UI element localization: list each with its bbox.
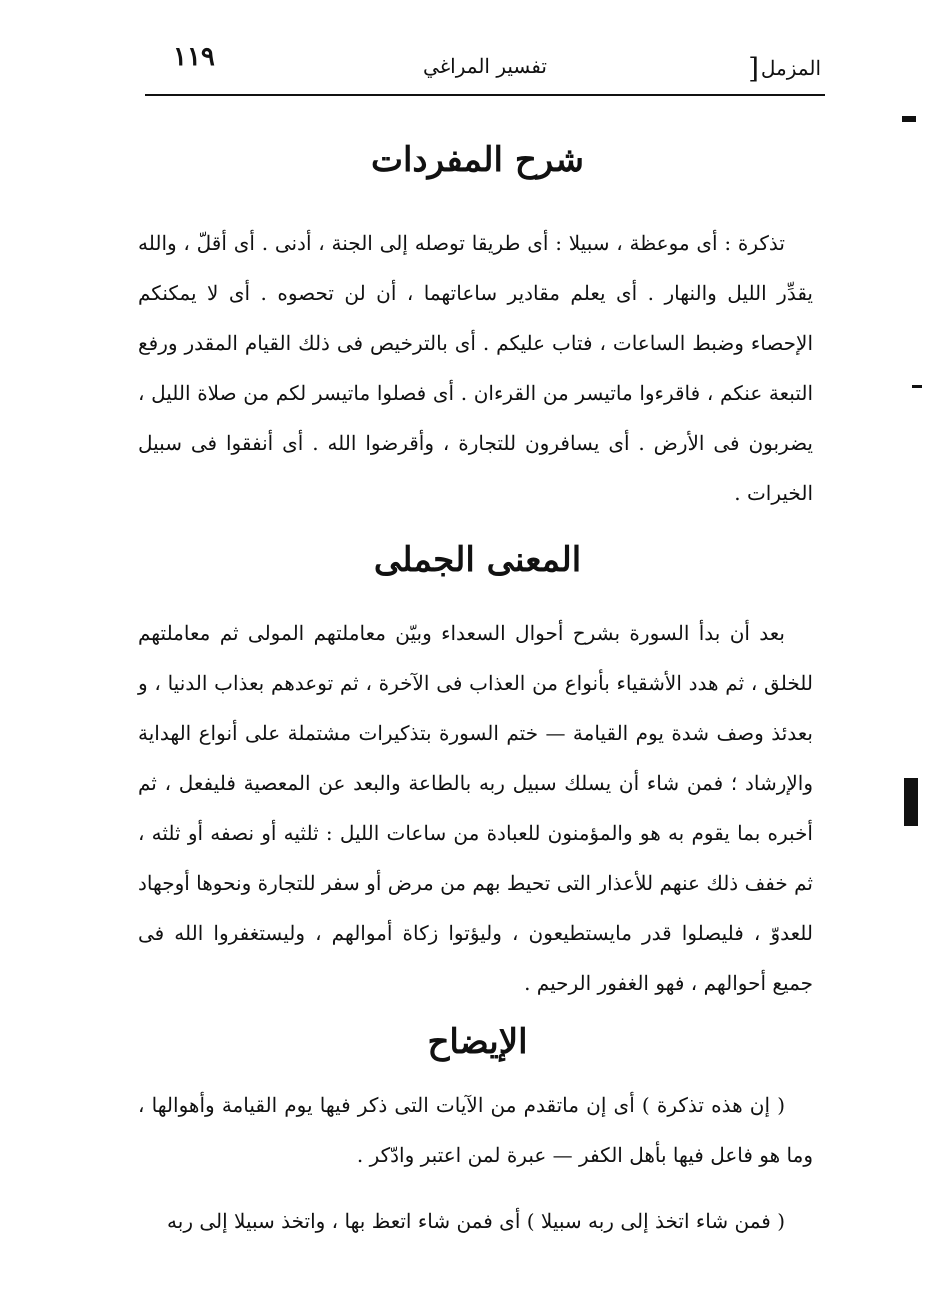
explanation-text-2: ( فمن شاء اتخذ إلى ربه سبيلا ) أى فمن شاء اتعظ بها ، واتخذ سبيلا إلى ربه — [167, 1209, 785, 1233]
explanation-paragraph-2 — [138, 1196, 813, 1246]
surah-name: المزمل — [760, 56, 821, 80]
general-meaning-text: بعد أن بدأ السورة بشرح أحوال السعداء وبيّن معاملتهم المولى ثم معاملتهم للخلق ، ثم هدد الأشقياء بأنواع من العذاب فى الآخرة ، ثم توعدهم بعذاب الدنيا ، و بعدئذ وصف شدة يوم القيامة — ختم السورة بتذكيرات مشتملة على أنواع الهداية والإرشاد ؛ فمن شاء أن يسلك سبيل ربه بالطاعة والبعد عن المعصية فليفعل ، ثم أخبره بما يقوم به هو والمؤمنون للعبادة من ساعات الليل : ثلثيه أو نصفه أو ثلثه ، ثم خفف ذلك عنهم للأعذار التى تحيط بهم من مرض أو سفر للتجارة ونحوها أوجهاد للعدوّ ، فليصلوا قدر مايستطيعون ، وليؤتوا زكاة أموالهم ، وليستغفروا الله فى جميع أحوالهم ، فهو الغفور الرحيم . — [138, 621, 813, 995]
scan-speck-middle — [912, 385, 922, 388]
running-header — [145, 42, 825, 94]
scan-edge-mark — [904, 778, 918, 826]
book-title: تفسير المراغي — [423, 54, 547, 78]
general-meaning-paragraph — [138, 608, 813, 1008]
vocab-paragraph — [138, 218, 813, 518]
scan-speck-top — [902, 116, 916, 122]
page-number: ١١٩ — [173, 42, 215, 72]
header-bracket: ] — [748, 52, 759, 85]
general-meaning-heading: المعنى الجملى — [373, 540, 582, 580]
explanation-heading: الإيضاح — [427, 1022, 528, 1062]
vocab-text: تذكرة : أى موعظة ، سبيلا : أى طريقا توصله إلى الجنة ، أدنى . أى أقلّ ، والله يقدِّر الليل والنهار . أى يعلم مقادير ساعاتهما ، أن لن تحصوه . أى لا يمكنكم الإحصاء وضبط الساعات ، فتاب عليكم . أى بالترخيص فى ذلك القيام المقدر ورفع التبعة عنكم ، فاقرءوا ماتيسر من القرءان . أى فصلوا ماتيسر لكم من صلاة الليل ، يضربون فى الأرض . أى يسافرون للتجارة ، وأقرضوا الله . أى أنفقوا فى سبيل الخيرات . — [138, 231, 813, 505]
vocab-heading: شرح المفردات — [370, 140, 585, 180]
header-rule — [145, 94, 825, 96]
explanation-paragraph-1 — [138, 1080, 813, 1180]
explanation-text-1: ( إن هذه تذكرة ) أى إن ماتقدم من الآيات التى ذكر فيها يوم القيامة وأهوالها ، وما هو فاعل فيها بأهل الكفر — عبرة لمن اعتبر وادّكر . — [138, 1093, 813, 1167]
